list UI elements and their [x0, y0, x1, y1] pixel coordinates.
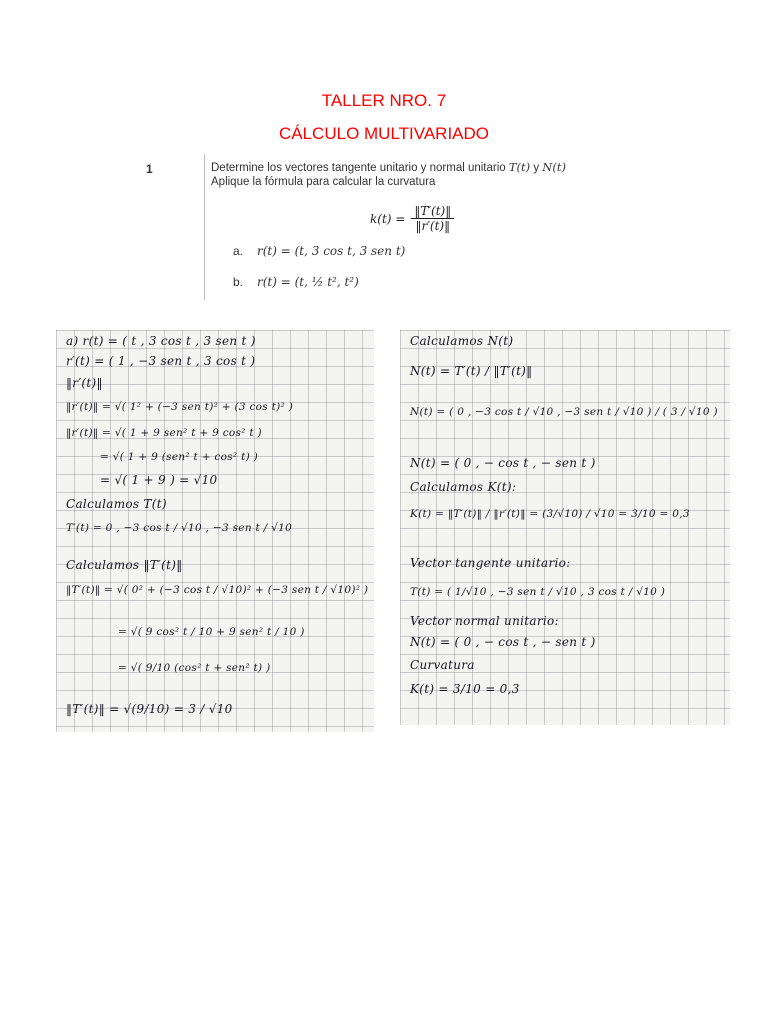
- exercise-divider: [204, 154, 205, 300]
- handwritten-line: Calculamos ‖T′(t)‖: [66, 558, 183, 572]
- handwritten-line: N(t) = ( 0 , − cos t , − sen t ): [410, 456, 596, 470]
- handwritten-line: = √( 1 + 9 ) = √10: [100, 473, 218, 487]
- formula-denominator: ‖r′(t)‖: [415, 219, 451, 233]
- formula-lhs: k(t) =: [370, 211, 406, 226]
- handwritten-line: = √( 1 + 9 (sen² t + cos² t) ): [100, 451, 259, 463]
- tangent-symbol: T(t): [508, 160, 531, 174]
- handwritten-line: = √( 9/10 (cos² t + sen² t) ): [118, 662, 271, 674]
- handwritten-line: Calculamos T(t): [66, 497, 167, 511]
- item-a-label: a.: [233, 244, 244, 258]
- handwritten-line: N(t) = ( 0 , −3 cos t / √10 , −3 sen t / √10 ) / ( 3 / √10 ): [410, 406, 718, 418]
- item-a: [233, 244, 405, 258]
- exercise-instructions: [211, 160, 566, 189]
- handwritten-line: Curvatura: [410, 658, 475, 672]
- item-a-expression: r(t) = (t, 3 cos t, 3 sen t): [257, 244, 406, 258]
- instruction-line-1: [211, 160, 566, 175]
- item-b-label: b.: [233, 275, 244, 289]
- handwritten-sheet-left: [56, 330, 374, 732]
- handwritten-line: ‖r′(t)‖ = √( 1² + (−3 sen t)² + (3 cos t)² ): [66, 401, 294, 413]
- handwritten-line: K(t) = ‖T′(t)‖ / ‖r′(t)‖ = (3/√10) / √10 = 3/10 = 0,3: [410, 508, 690, 520]
- formula-fraction: [411, 204, 454, 233]
- formula-numerator: ‖T′(t)‖: [411, 204, 454, 219]
- handwritten-line: ‖T′(t)‖ = √( 0² + (−3 cos t / √10)² + (−3 sen t / √10)² ): [66, 584, 369, 596]
- handwritten-line: Calculamos N(t): [410, 334, 514, 348]
- handwritten-line: K(t) = 3/10 = 0,3: [410, 682, 520, 696]
- handwritten-line: a) r(t) = ( t , 3 cos t , 3 sen t ): [66, 334, 256, 348]
- item-b-expression: r(t) = (t, ½ t², t²): [257, 275, 359, 289]
- handwritten-line: N(t) = T′(t) / ‖T′(t)‖: [410, 364, 533, 378]
- curvature-formula: [370, 204, 454, 233]
- handwritten-line: Vector tangente unitario:: [410, 556, 571, 570]
- handwritten-line: ‖T′(t)‖ = √(9/10) = 3 / √10: [66, 702, 233, 716]
- instruction-line-2: Aplique la fórmula para calcular la curvatura: [211, 176, 436, 188]
- handwritten-line: T′(t) = 0 , −3 cos t / √10 , −3 sen t / √10: [66, 522, 293, 534]
- exercise-statement: [140, 152, 630, 300]
- handwritten-line: r′(t) = ( 1 , −3 sen t , 3 cos t ): [66, 354, 256, 368]
- handwritten-line: ‖r′(t)‖ = √( 1 + 9 sen² t + 9 cos² t ): [66, 427, 262, 439]
- instruction-join: y: [530, 162, 543, 174]
- handwritten-line: N(t) = ( 0 , − cos t , − sen t ): [410, 635, 596, 649]
- handwritten-line: = √( 9 cos² t / 10 + 9 sen² t / 10 ): [118, 626, 305, 638]
- handwritten-line: ‖r′(t)‖: [66, 376, 103, 390]
- page-subtitle: CÁLCULO MULTIVARIADO: [278, 124, 490, 143]
- handwritten-line: T(t) = ( 1/√10 , −3 sen t / √10 , 3 cos t / √10 ): [410, 586, 666, 598]
- page-title: TALLER NRO. 7: [321, 91, 447, 110]
- instruction-text: Determine los vectores tangente unitario y normal unitario: [211, 162, 509, 174]
- handwritten-sheet-right: [400, 330, 730, 725]
- handwritten-line: Calculamos K(t):: [410, 480, 517, 494]
- exercise-number: 1: [146, 162, 153, 176]
- item-b: [233, 275, 359, 289]
- normal-symbol: N(t): [542, 160, 566, 174]
- handwritten-line: Vector normal unitario:: [410, 614, 559, 628]
